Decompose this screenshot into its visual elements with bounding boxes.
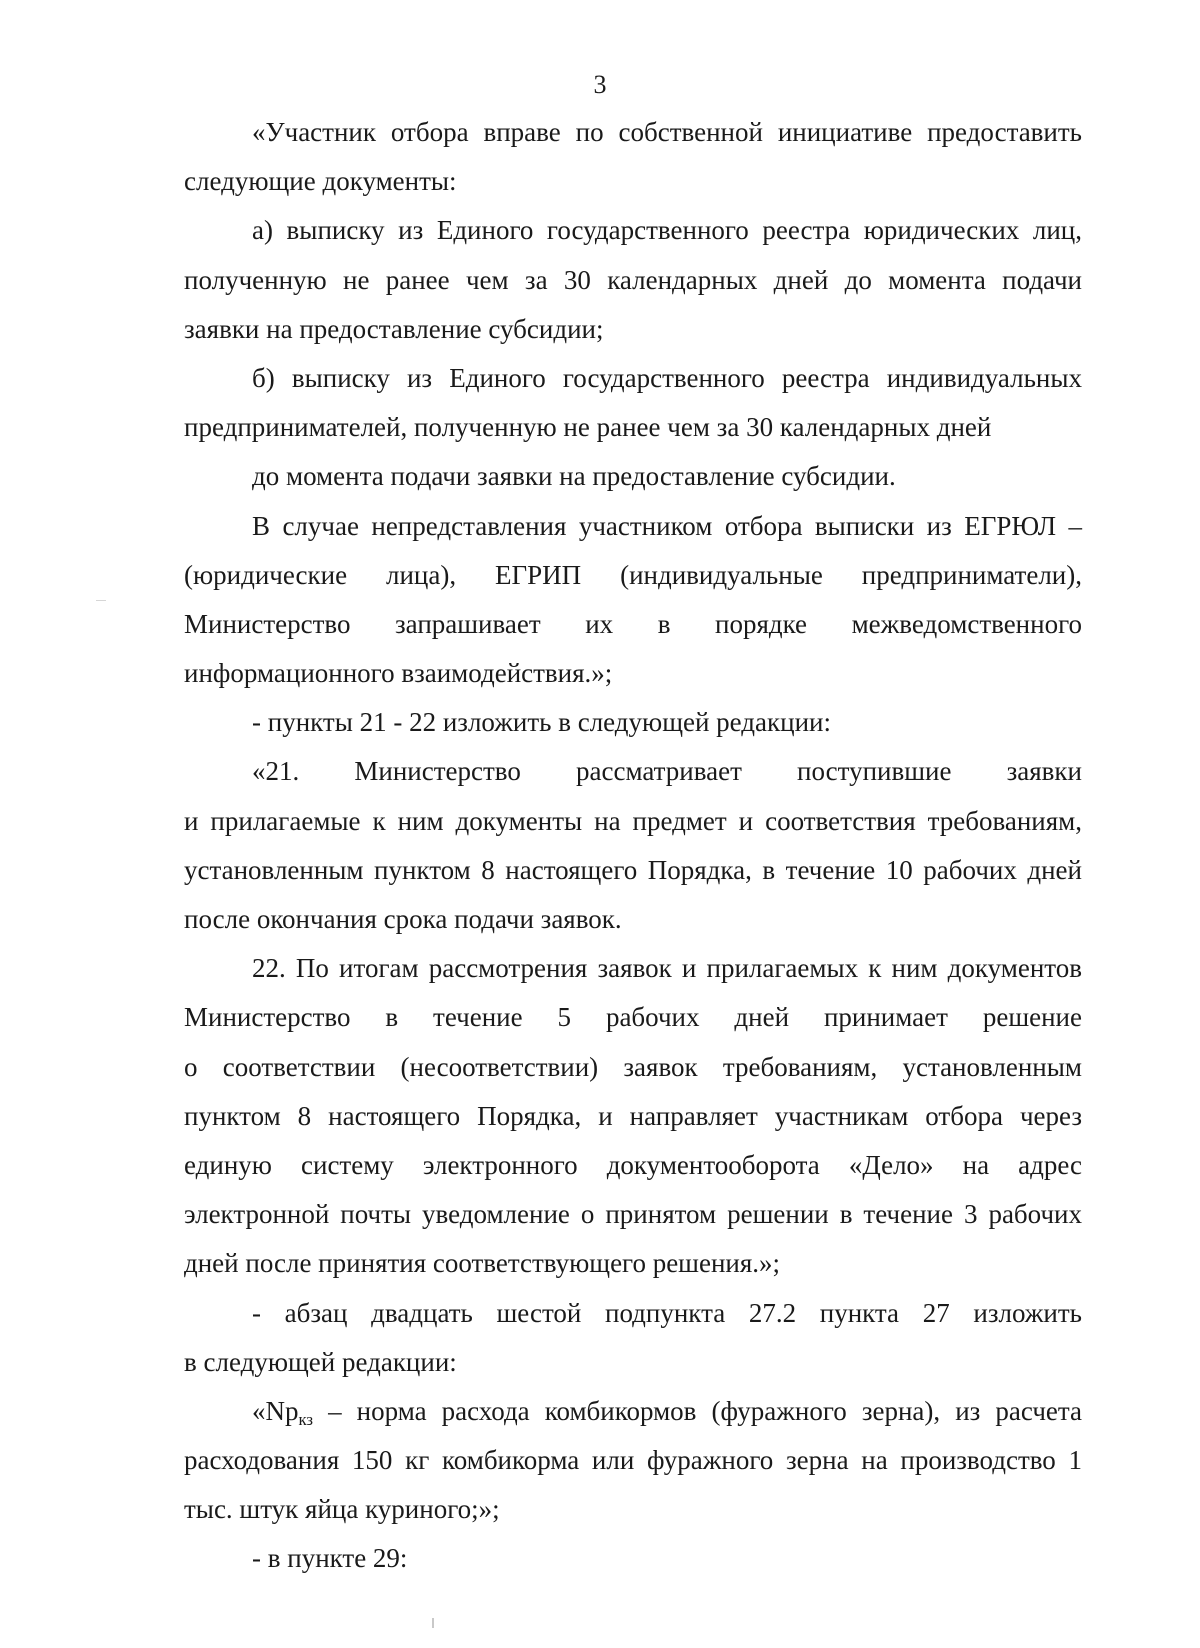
document-body <box>184 108 1082 1584</box>
text-line: пунктом 8 настоящего Порядка, и направляет участникам отбора через <box>184 1100 1082 1131</box>
formula-subscript: кз <box>298 1409 314 1429</box>
text-line: дней после принятия соответствующего решения.»; <box>184 1248 781 1279</box>
text-line: расходования 150 кг комбикорма или фуражного зерна на производство 1 <box>184 1445 1082 1476</box>
text-line: до момента подачи заявки на предоставление субсидии. <box>252 461 896 492</box>
text-line: - пункты 21 - 22 изложить в следующей редакции: <box>252 707 831 738</box>
text-line: - в пункте 29: <box>252 1543 408 1574</box>
text-line: в следующей редакции: <box>184 1346 457 1377</box>
text-line: полученную не ранее чем за 30 календарных дней до момента подачи <box>184 264 1082 295</box>
page-number: 3 <box>593 70 607 99</box>
text-line: а) выписку из Единого государственного реестра юридических лиц, <box>252 215 1082 246</box>
text-line: «Участник отбора вправе по собственной инициативе предоставить <box>252 117 1082 147</box>
text-line: предпринимателей, полученную не ранее чем за 30 календарных дней <box>184 412 992 443</box>
text-line: и прилагаемые к ним документы на предмет и соответствия требованиям, <box>184 805 1082 836</box>
text-line: заявки на предоставление субсидии; <box>184 313 604 344</box>
text-line: Министерство в течение 5 рабочих дней принимает решение <box>184 1002 1082 1033</box>
text-line: следующие документы: <box>184 166 457 197</box>
text-line: электронной почты уведомление о принятом решении в течение 3 рабочих <box>184 1199 1082 1230</box>
formula-prefix: «Np <box>252 1395 299 1426</box>
text-line: Министерство запрашивает их в порядке межведомственного <box>184 608 1082 639</box>
formula-line <box>184 1387 1082 1436</box>
text-line: установленным пунктом 8 настоящего Порядка, в течение 10 рабочих дней <box>184 854 1082 885</box>
text-line: «21. Министерство рассматривает поступившие заявки <box>252 756 1082 787</box>
text-line: - абзац двадцать шестой подпункта 27.2 пункта 27 изложить <box>252 1297 1082 1328</box>
text-line: о соответствии (несоответствии) заявок требованиям, установленным <box>184 1051 1082 1082</box>
text-line: (юридические лица), ЕГРИП (индивидуальные предприниматели), <box>184 559 1082 590</box>
text-line: после окончания срока подачи заявок. <box>184 904 622 934</box>
text-line: единую систему электронного документооборота «Дело» на адрес <box>184 1149 1082 1180</box>
text-line: В случае непредставления участником отбора выписки из ЕГРЮЛ – <box>252 510 1082 541</box>
formula-suffix: – норма расхода комбикормов (фуражного зерна), из расчета <box>313 1395 1082 1426</box>
text-line: тыс. штук яйца куриного;»; <box>184 1494 500 1525</box>
text-line: б) выписку из Единого государственного реестра индивидуальных <box>252 362 1082 393</box>
scan-artifact <box>96 600 106 601</box>
text-line: 22. По итогам рассмотрения заявок и прилагаемых к ним документов <box>252 953 1082 984</box>
scan-artifact <box>432 1618 434 1628</box>
text-line: информационного взаимодействия.»; <box>184 658 613 689</box>
